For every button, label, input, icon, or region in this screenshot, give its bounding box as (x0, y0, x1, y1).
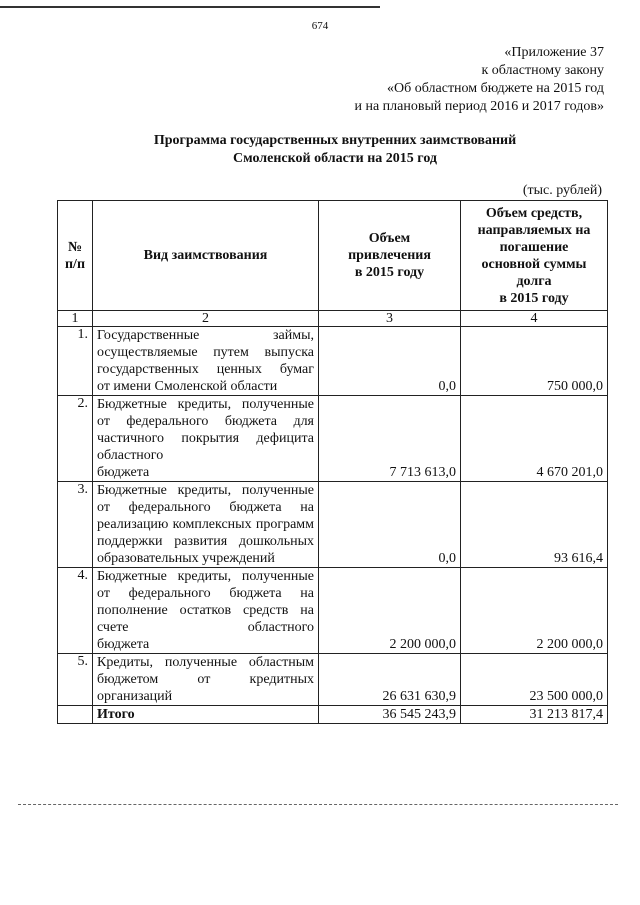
row-number: 3. (58, 482, 93, 568)
bottom-divider (18, 804, 618, 805)
table-row (58, 654, 608, 706)
document-title (0, 132, 640, 168)
row-number: 1. (58, 327, 93, 396)
column-number: 4 (461, 311, 608, 327)
column-number: 3 (319, 311, 461, 327)
column-number: 1 (58, 311, 93, 327)
appendix-line: «Об областном бюджете на 2015 год (387, 81, 604, 96)
row-raised-amount: 0,0 (319, 327, 461, 396)
table-row (58, 327, 608, 396)
units-note: (тыс. рублей) (522, 183, 602, 198)
row-raised-amount: 7 713 613,0 (319, 396, 461, 482)
total-row (58, 706, 608, 724)
row-repayment-amount: 23 500 000,0 (461, 654, 608, 706)
total-raised-amount: 36 545 243,9 (319, 706, 461, 724)
row-raised-amount: 0,0 (319, 482, 461, 568)
column-number-row (58, 311, 608, 327)
header-num: № п/п (58, 201, 93, 311)
row-repayment-amount: 2 200 000,0 (461, 568, 608, 654)
table-row (58, 396, 608, 482)
row-raised-amount: 2 200 000,0 (319, 568, 461, 654)
row-description: Государственные займы, осуществляемые путем выпуска государственных ценных бумаг от имени Смоленской области (93, 327, 319, 396)
appendix-reference (354, 44, 604, 116)
row-description: Кредиты, полученные областным бюджетом от кредитных организаций (93, 654, 319, 706)
row-description: Бюджетные кредиты, полученные от федерального бюджета на пополнение остатков средств на счете областного бюджета (93, 568, 319, 654)
header-borrowing-type: Вид заимствования (93, 201, 319, 311)
appendix-line: к областному закону (481, 63, 604, 78)
row-description: Бюджетные кредиты, полученные от федерального бюджета для частичного покрытия дефицита областного бюджета (93, 396, 319, 482)
page-number: 674 (311, 20, 329, 32)
row-description: Бюджетные кредиты, полученные от федерального бюджета на реализацию комплексных программ поддержки развития дошкольных образовательных учреждений (93, 482, 319, 568)
row-number: 2. (58, 396, 93, 482)
borrowings-table (57, 200, 608, 724)
row-raised-amount: 26 631 630,9 (319, 654, 461, 706)
appendix-line: и на плановый период 2016 и 2017 годов» (354, 99, 604, 114)
total-label: Итого (93, 706, 319, 724)
row-repayment-amount: 4 670 201,0 (461, 396, 608, 482)
title-line: Смоленской области на 2015 год (233, 151, 437, 166)
top-rule (0, 6, 380, 8)
row-number: 4. (58, 568, 93, 654)
header-row (58, 201, 608, 311)
row-repayment-amount: 93 616,4 (461, 482, 608, 568)
title-line: Программа государственных внутренних заимствований (153, 133, 517, 148)
total-repayment-amount: 31 213 817,4 (461, 706, 608, 724)
header-raised: Объем привлечения в 2015 году (319, 201, 461, 311)
header-repayment: Объем средств, направляемых на погашение основной суммы долга в 2015 году (461, 201, 608, 311)
total-num-cell (58, 706, 93, 724)
row-number: 5. (58, 654, 93, 706)
appendix-line: «Приложение 37 (504, 45, 604, 60)
table-row (58, 568, 608, 654)
table-row (58, 482, 608, 568)
column-number: 2 (93, 311, 319, 327)
row-repayment-amount: 750 000,0 (461, 327, 608, 396)
